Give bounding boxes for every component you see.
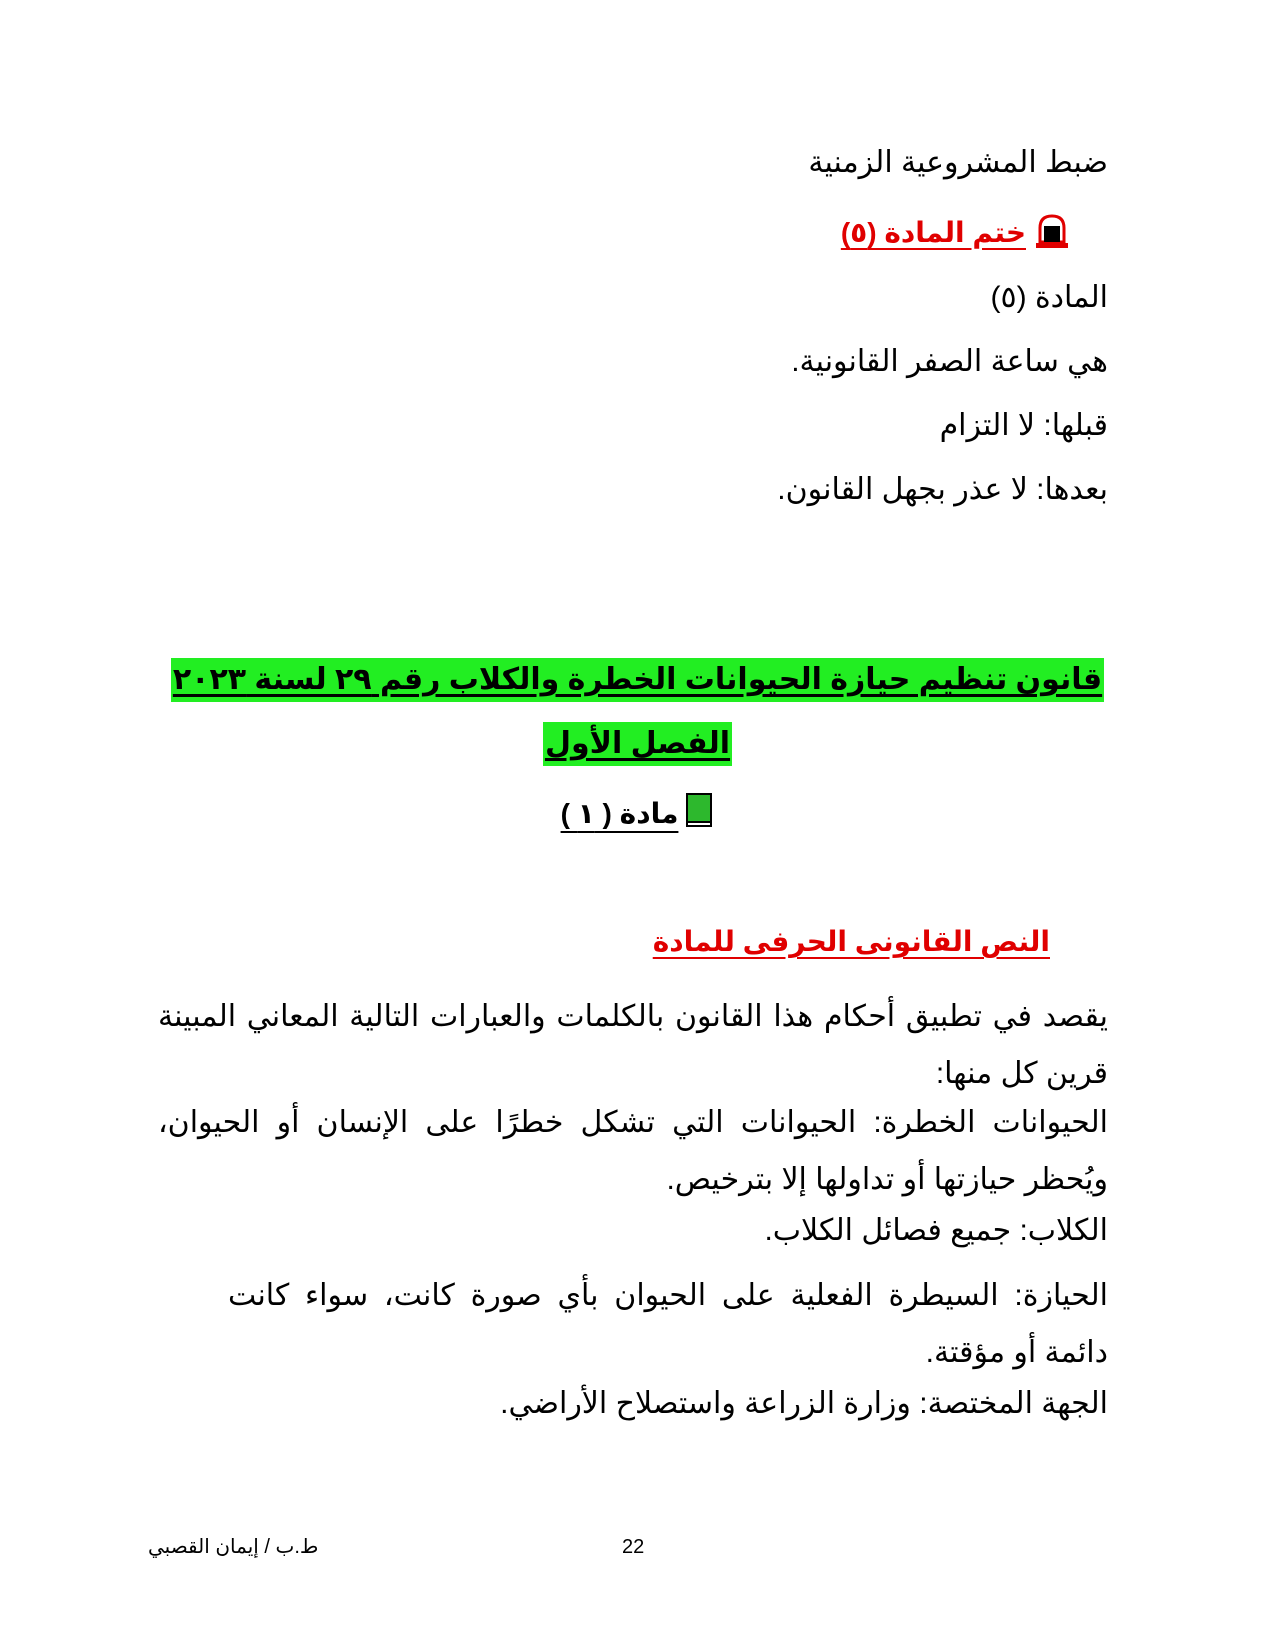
article-number: المادة (٥): [990, 281, 1108, 314]
paragraph-definitions-intro: يقصد في تطبيق أحكام هذا القانون بالكلمات والعبارات التالية المعاني المبينة قرين كل منها:: [158, 1000, 1108, 1090]
stamp-icon: [1034, 212, 1070, 257]
seal-heading: [841, 212, 1070, 257]
intro-line-2: قبلها: لا التزام: [939, 409, 1108, 442]
text-section-heading: النص القانونى الحرفى للمادة: [652, 926, 1050, 957]
section-heading: ضبط المشروعية الزمنية: [808, 146, 1108, 179]
law-title-row: [0, 658, 1275, 702]
chapter-row: [0, 722, 1275, 766]
paragraph-possession: الحيازة: السيطرة الفعلية على الحيوان بأي صورة كانت، سواء كانت دائمة أو مؤقتة.: [228, 1279, 1108, 1369]
intro-line-1: هي ساعة الصفر القانونية.: [791, 345, 1108, 378]
book-icon: [684, 792, 714, 839]
article-title-row: [0, 792, 1275, 839]
paragraph-dogs: الكلاب: جميع فصائل الكلاب.: [764, 1214, 1108, 1247]
page-number: 22: [622, 1536, 645, 1558]
seal-heading-label: ختم المادة (٥): [840, 216, 1026, 248]
paragraph-authority: الجهة المختصة: وزارة الزراعة واستصلاح الأراضي.: [500, 1387, 1108, 1420]
chapter-title: الفصل الأول: [543, 722, 732, 766]
article-title: [561, 792, 715, 839]
paragraph-dangerous-animals: الحيوانات الخطرة: الحيوانات التي تشكل خطرًا على الإنسان أو الحيوان، ويُحظر حيازتها أو تداولها إلا بترخيص.: [158, 1106, 1108, 1196]
footer-author: ط.ب / إيمان القصبي: [148, 1536, 319, 1558]
intro-line-3: بعدها: لا عذر بجهل القانون.: [777, 473, 1108, 506]
law-title: قانون تنظيم حيازة الحيوانات الخطرة والكلاب رقم ٢٩ لسنة ٢٠٢٣: [171, 658, 1104, 702]
article-title-label: مادة ( ١ ): [560, 797, 679, 829]
